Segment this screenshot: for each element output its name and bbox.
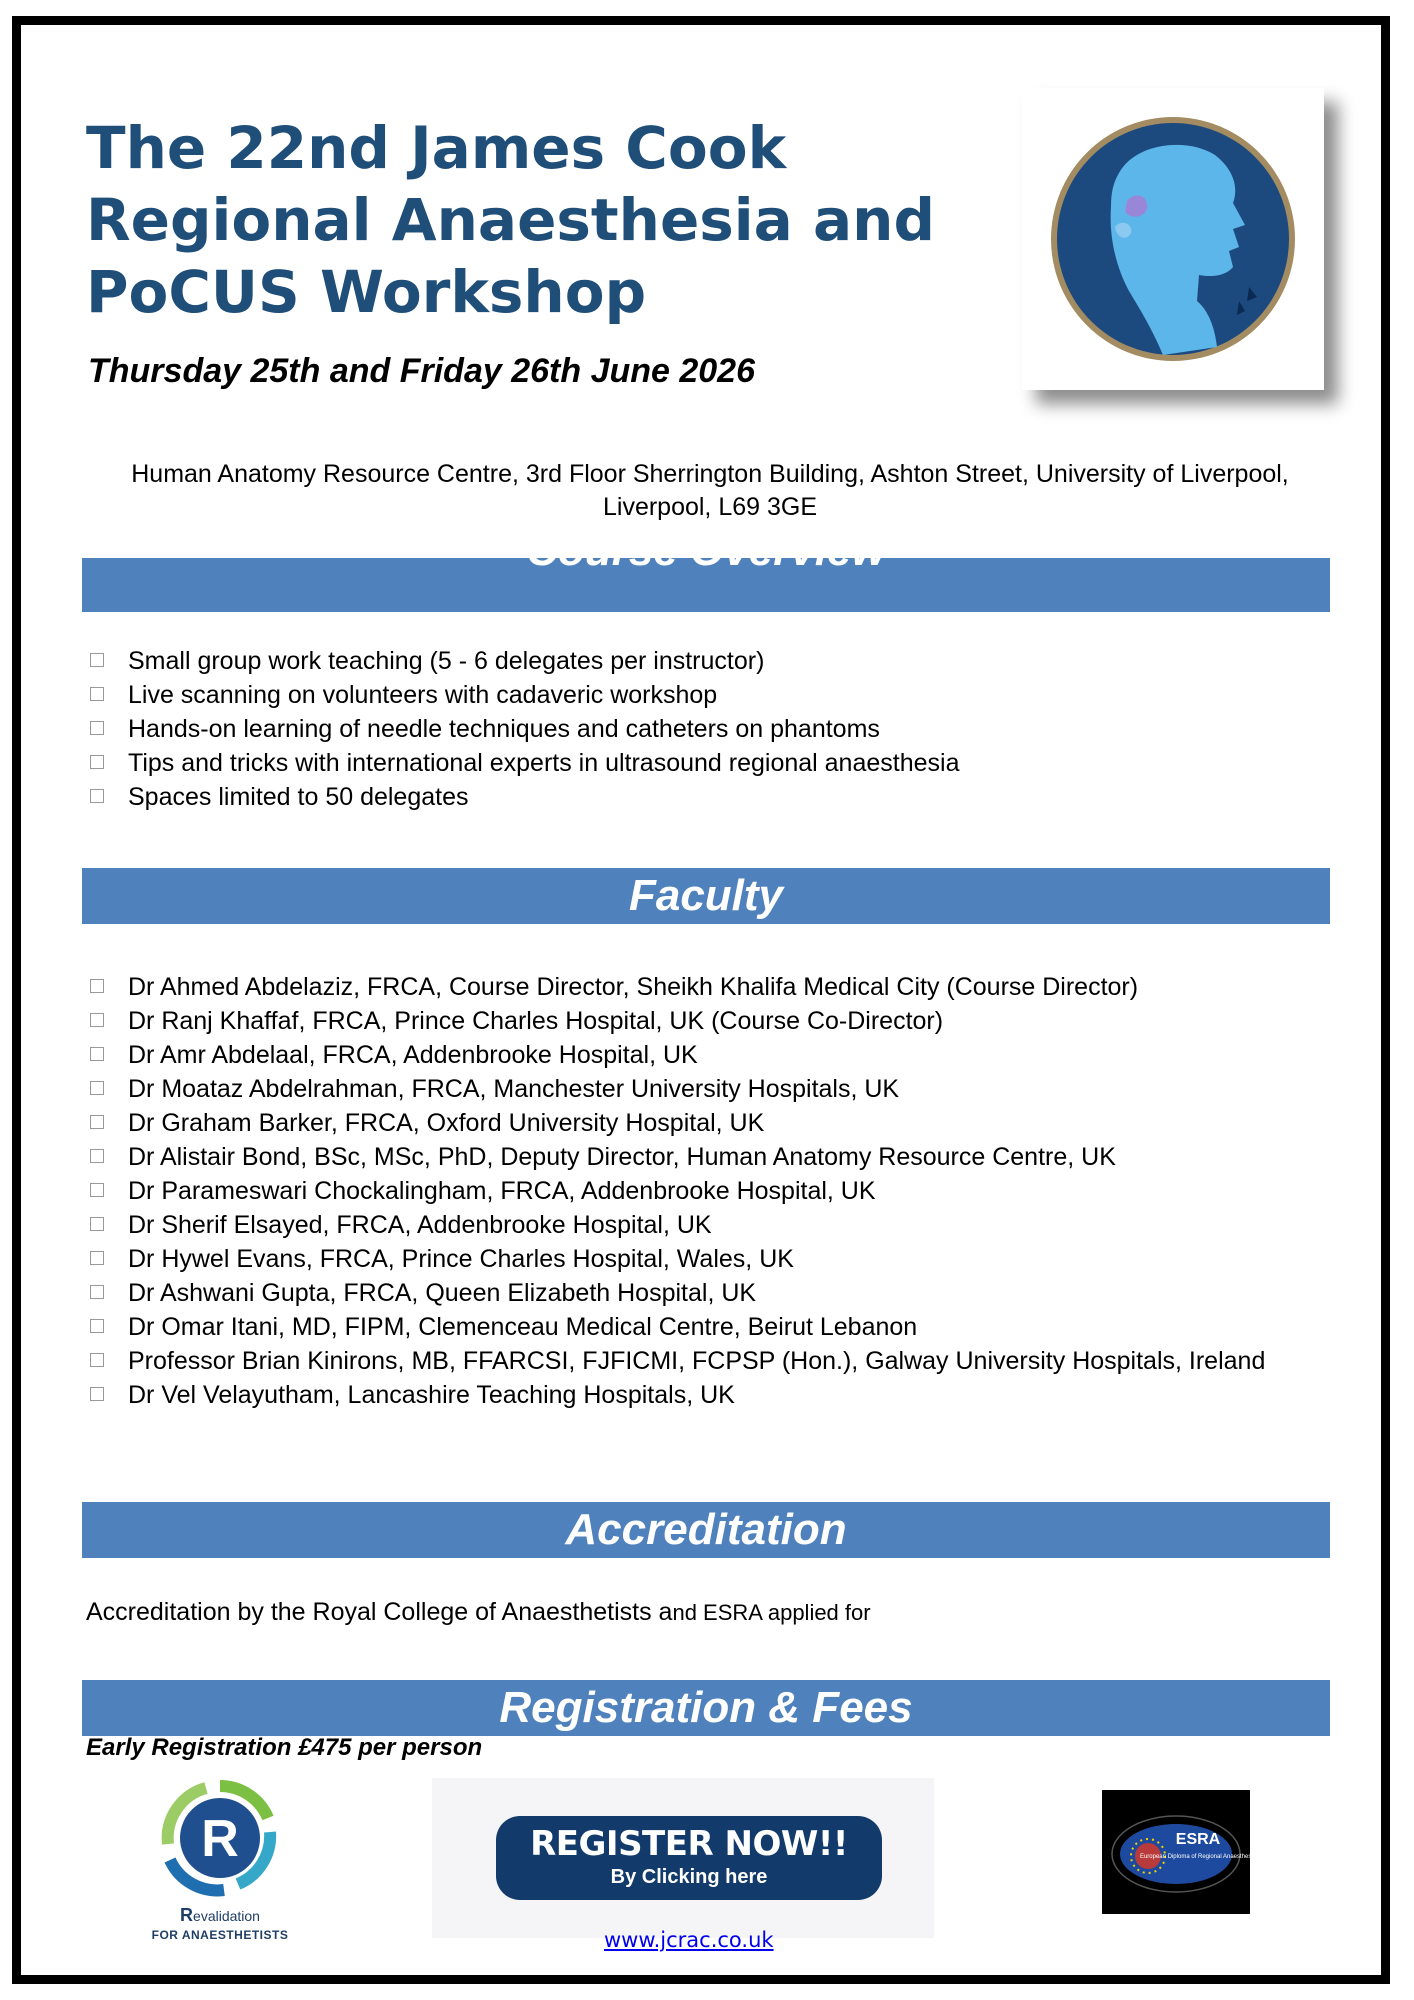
bullet-box-icon — [90, 1217, 104, 1231]
list-item: Dr Graham Barker, FRCA, Oxford University Hospital, UK — [88, 1106, 1338, 1140]
bullet-box-icon — [90, 1013, 104, 1027]
accreditation-heading: Accreditation — [565, 1505, 847, 1554]
bullet-box-icon — [90, 1115, 104, 1129]
bullet-box-icon — [90, 789, 104, 803]
list-item: Tips and tricks with international experts in ultrasound regional anaesthesia — [88, 746, 1338, 780]
register-banner — [432, 1778, 934, 1938]
list-item: Professor Brian Kinirons, MB, FFARCSI, FJFICMI, FCPSP (Hon.), Galway University Hospitals, Ireland — [88, 1344, 1308, 1378]
bullet-box-icon — [90, 653, 104, 667]
list-item: Dr Sherif Elsayed, FRCA, Addenbrooke Hospital, UK — [88, 1208, 1338, 1242]
list-item: Dr Omar Itani, MD, FIPM, Clemenceau Medical Centre, Beirut Lebanon — [88, 1310, 1338, 1344]
event-dates: Thursday 25th and Friday 26th June 2026 — [88, 352, 756, 390]
overview-list — [88, 644, 1338, 814]
bullet-box-icon — [90, 1353, 104, 1367]
revalidation-cycle-icon — [140, 1776, 300, 1906]
course-overview-heading: Course Overview — [526, 526, 886, 575]
list-item: Live scanning on volunteers with cadaveric workshop — [88, 678, 1338, 712]
list-item: Dr Ranj Khaffaf, FRCA, Prince Charles Hospital, UK (Course Co-Director) — [88, 1004, 1338, 1038]
list-item: Spaces limited to 50 delegates — [88, 780, 1338, 814]
accreditation-text: Accreditation by the Royal College of Anaesthetists and ESRA applied for — [86, 1598, 871, 1626]
list-item: Dr Ahmed Abdelaziz, FRCA, Course Director, Sheikh Khalifa Medical City (Course Director) — [88, 970, 1338, 1004]
course-overview-heading-bar — [82, 526, 1330, 612]
bullet-box-icon — [90, 755, 104, 769]
bullet-box-icon — [90, 1183, 104, 1197]
register-now-button[interactable]: REGISTER NOW!! By Clicking here — [496, 1816, 882, 1900]
list-item: Dr Vel Velayutham, Lancashire Teaching Hospitals, UK — [88, 1378, 1338, 1412]
faculty-list — [88, 970, 1338, 1412]
list-item: Dr Alistair Bond, BSc, MSc, PhD, Deputy Director, Human Anatomy Resource Centre, UK — [88, 1140, 1338, 1174]
accreditation-heading-bar — [82, 1502, 1330, 1558]
bullet-box-icon — [90, 721, 104, 735]
esra-label: ESRA — [1175, 1831, 1221, 1848]
bullet-box-icon — [90, 979, 104, 993]
bullet-box-icon — [90, 1081, 104, 1095]
venue-address: Human Anatomy Resource Centre, 3rd Floor Sherrington Building, Ashton Street, University of Liverpool, Liverpool, L69 3GE — [131, 460, 1289, 521]
esra-badge-icon — [1102, 1790, 1257, 1914]
page-title: The 22nd James Cook Regional Anaesthesia and PoCUS Workshop — [86, 114, 935, 326]
revalidation-logo — [140, 1776, 300, 1946]
bullet-box-icon — [90, 1251, 104, 1265]
website-link[interactable]: www.jcrac.co.uk — [604, 1928, 774, 1952]
james-cook-logo — [1022, 88, 1324, 390]
revalidation-letter: R — [201, 1810, 239, 1868]
list-item: Dr Moataz Abdelrahman, FRCA, Manchester University Hospitals, UK — [88, 1072, 1338, 1106]
revalidation-caption: Revalidation FOR ANAESTHETISTS — [151, 1905, 289, 1942]
registration-heading: Registration & Fees — [499, 1683, 913, 1732]
portrait-icon — [1049, 115, 1297, 363]
registration-heading-bar — [82, 1680, 1330, 1736]
bullet-box-icon — [90, 1285, 104, 1299]
early-registration-fee: Early Registration £475 per person — [86, 1734, 483, 1761]
esra-logo — [1102, 1790, 1257, 1914]
list-item: Dr Amr Abdelaal, FRCA, Addenbrooke Hospital, UK — [88, 1038, 1338, 1072]
bullet-box-icon — [90, 1387, 104, 1401]
list-item: Dr Ashwani Gupta, FRCA, Queen Elizabeth Hospital, UK — [88, 1276, 1338, 1310]
bullet-box-icon — [90, 687, 104, 701]
bullet-box-icon — [90, 1047, 104, 1061]
faculty-heading-bar — [82, 868, 1330, 924]
list-item: Dr Hywel Evans, FRCA, Prince Charles Hospital, Wales, UK — [88, 1242, 1338, 1276]
bullet-box-icon — [90, 1149, 104, 1163]
list-item: Dr Parameswari Chockalingham, FRCA, Addenbrooke Hospital, UK — [88, 1174, 1338, 1208]
faculty-heading: Faculty — [628, 871, 784, 920]
list-item: Small group work teaching (5 - 6 delegates per instructor) — [88, 644, 1338, 678]
list-item: Hands-on learning of needle techniques and catheters on phantoms — [88, 712, 1338, 746]
esra-subtitle: European Diploma of Regional Anaesthesia — [1139, 1854, 1257, 1860]
bullet-box-icon — [90, 1319, 104, 1333]
